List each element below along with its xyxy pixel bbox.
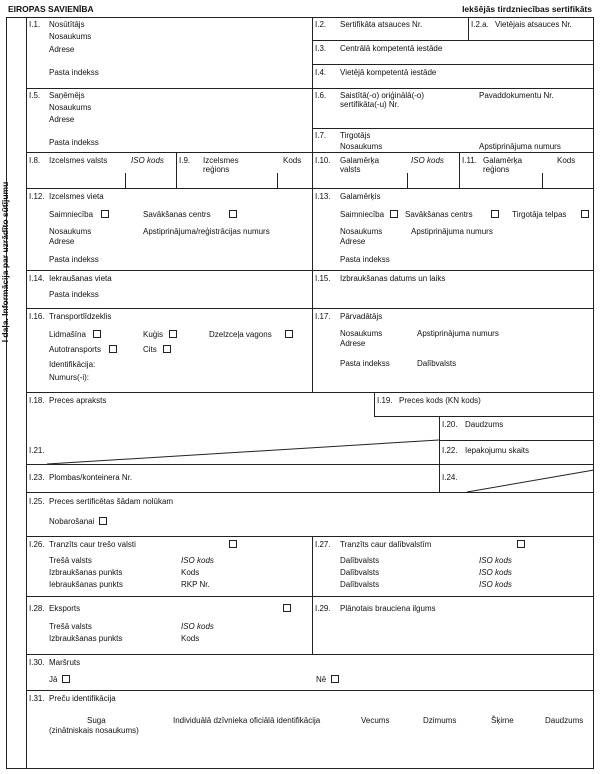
f27-title: Tranzīts caur dalībvalstīm: [340, 540, 432, 549]
certificate-form: I daļa. Informācija par uzrādīto sūtījumu I.1. Nosūtītājs Nosaukums Adrese Pasta indekss I.2. Sertifikāta atsauces Nr. I.2.a. Vietējais atsauces Nr. I.3. Centrālā kompetentā iestāde I.4. Vietējā kompetentā iestāde I.5. Saņēmējs Nosaukums Adrese Pasta indekss I.6. Saistītā(-o) oriģinālā(-o) sertifikāta(-u) Nr. Pavaddokumentu Nr. I.7. Tirgotājs Nosaukums Apstiprinājuma numurs I.8. Izcelsmes valsts ISO kods I.9. Izcelsmes reģions Kods I.10. Galamērķa valsts ISO kods I.11. Galamērķa reģions Kods I.12. Izcelsmes vieta Saimniecība Savākšanas centrs Nosaukums Apstiprinājuma/reģistrācijas numurs Adrese Pasta indekss I.13. Galamērķis Saimniecība Savākšanas centrs Tirgotāja telpas Nosaukums Apstiprinājuma numurs Adrese Pasta indekss I.14. Iekraušanas vieta Pasta indekss I.15. Izbraukšanas datums un laiks I.16. Transportlīdzeklis Lidmašīna Kuģis Dzelzceļa vagons Autotransports Cits Identifikācija: Numurs(-i): I.17. Pārvadātājs Nosaukums Apstiprinājuma numurs Adrese Pasta indekss Dalībvalsts I.18. Preces apraksts I.19. Preces kods (KN kods) I.20. Daudzums I.21. I.22. Iepakojumu skaits I.23. Plombas/konteinera Nr. I.24. I.25. Preces sertificētas šādam nolūkam Nobarošanai I.26. Tranzīts caur trešo valsti Trešā valsts ISO kods Izbraukšanas punkts Kods Iebraukšanas punkts RKP Nr. I.27. Tranzīts caur dalībvalstīm Dalībvalsts ISO kods Dalībvalsts ISO kods Dalībvalsts ISO kods I.28. Eksports Trešā valsts ISO kods Izbraukšanas punkts Kods I.29. Plānotais brauciena ilgums I.30. Maršruts Jā Nē I.31. Preču identifikācija Suga (zinātniskais nosaukums) Individuālā dzīvnieka oficiālā identifikācija Vecums Dzimums Šķirne Daudzums: [6, 17, 594, 769]
f12-reg: Apstiprinājuma/reģistrācijas numurs: [143, 227, 270, 236]
f14-title: Iekraušanas vieta: [49, 274, 112, 283]
f1-num: I.1.: [29, 20, 41, 29]
f25-fattening-checkbox[interactable]: [99, 517, 107, 525]
f13-holding-checkbox[interactable]: [390, 210, 398, 218]
header-left: EIROPAS SAVIENĪBA: [8, 4, 94, 14]
f27-num: I.27.: [315, 540, 331, 549]
f31-species: Suga: [87, 716, 106, 725]
f25-num: I.25.: [29, 497, 45, 506]
f8-num: I.8.: [29, 156, 41, 165]
f4-title: Vietējā kompetentā iestāde: [340, 68, 437, 77]
f18-num: I.18.: [29, 396, 45, 405]
f20-title: Daudzums: [465, 420, 504, 429]
f16-plane: Lidmašīna: [49, 330, 86, 339]
f11-num: I.11.: [462, 156, 477, 165]
f2a-title: Vietējais atsauces Nr.: [495, 20, 572, 29]
f12-holding: Saimniecība: [49, 210, 94, 219]
f1-title: Nosūtītājs: [49, 20, 85, 29]
f7-name: Nosaukums: [340, 142, 383, 151]
f26-num: I.26.: [29, 540, 45, 549]
f31-age: Vecums: [361, 716, 390, 725]
f13-postal: Pasta indekss: [340, 255, 390, 264]
f26-iso: ISO kods: [181, 556, 214, 565]
f26-checkbox[interactable]: [229, 540, 237, 548]
f5-address: Adrese: [49, 115, 75, 124]
f27-state-1: Dalībvalsts: [340, 556, 380, 565]
f7-approval: Apstiprinājuma numurs: [479, 142, 561, 151]
f11-title2: reģions: [483, 165, 510, 174]
f28-iso: ISO kods: [181, 622, 214, 631]
f6-extra: Pavaddokumentu Nr.: [479, 91, 554, 100]
f27-iso-2: ISO kods: [479, 568, 512, 577]
f9-title2: reģions: [203, 165, 230, 174]
f30-yes-checkbox[interactable]: [62, 675, 70, 683]
f28-checkbox[interactable]: [283, 604, 291, 612]
f10-title1: Galamērķa: [340, 156, 380, 165]
f26-exit: Izbraukšanas punkts: [49, 568, 123, 577]
f27-iso-3: ISO kods: [479, 580, 512, 589]
f16-other-checkbox[interactable]: [163, 345, 171, 353]
f13-title: Galamērķis: [340, 192, 381, 201]
f16-ident2: Numurs(-i):: [49, 373, 89, 382]
f2-num: I.2.: [315, 20, 327, 29]
f22-title: Iepakojumu skaits: [465, 446, 530, 455]
diagonal-lines: [7, 18, 595, 770]
f16-ident1: Identifikācija:: [49, 360, 96, 369]
f31-sex: Dzimums: [423, 716, 457, 725]
f6-num: I.6.: [315, 91, 327, 100]
f6-title1: Saistītā(-o) oriģinālā(-o): [340, 91, 425, 100]
f16-num: I.16.: [29, 312, 45, 321]
f10-title2: valsts: [340, 165, 361, 174]
f25-title: Preces sertificētas šādam nolūkam: [49, 497, 174, 506]
f18-title: Preces apraksts: [49, 396, 107, 405]
f11-code: Kods: [557, 156, 576, 165]
f8-title: Izcelsmes valsts: [49, 156, 108, 165]
f16-title: Transportlīdzeklis: [49, 312, 112, 321]
f31-ident: Individuālā dzīvnieka oficiālā identifikācija: [173, 716, 321, 725]
f28-num: I.28.: [29, 604, 45, 613]
f30-no: Nē: [316, 675, 327, 684]
f27-checkbox[interactable]: [517, 540, 525, 548]
f27-iso-1: ISO kods: [479, 556, 512, 565]
f20-num: I.20.: [442, 420, 458, 429]
f14-postal: Pasta indekss: [49, 290, 99, 299]
f9-num: I.9.: [179, 156, 191, 165]
f16-other: Cits: [143, 345, 157, 354]
f17-state: Dalībvalsts: [417, 359, 457, 368]
f17-num: I.17.: [315, 312, 331, 321]
f13-centre: Savākšanas centrs: [405, 210, 473, 219]
f13-address: Adrese: [340, 237, 366, 246]
f26-third: Trešā valsts: [49, 556, 92, 565]
f17-title: Pārvadātājs: [340, 312, 383, 321]
f29-title: Plānotais brauciena ilgums: [340, 604, 436, 613]
f12-holding-checkbox[interactable]: [101, 210, 109, 218]
f1-postal: Pasta indekss: [49, 68, 99, 77]
f17-postal: Pasta indekss: [340, 359, 390, 368]
f12-centre: Savākšanas centrs: [143, 210, 211, 219]
f23-title: Plombas/konteinera Nr.: [49, 473, 133, 482]
f16-rail-checkbox[interactable]: [285, 330, 293, 338]
f17-approval: Apstiprinājuma numurs: [417, 329, 499, 338]
f30-num: I.30.: [29, 658, 45, 667]
f2-title: Sertifikāta atsauces Nr.: [340, 20, 423, 29]
f13-centre-checkbox[interactable]: [491, 210, 499, 218]
f26-entry: Iebraukšanas punkts: [49, 580, 123, 589]
f11-title1: Galamērķa: [483, 156, 523, 165]
f4-num: I.4.: [315, 68, 327, 77]
f12-num: I.12.: [29, 192, 45, 201]
f3-num: I.3.: [315, 44, 327, 53]
f31-num: I.31.: [29, 694, 45, 703]
f7-title: Tirgotājs: [340, 131, 371, 140]
f26-title: Tranzīts caur trešo valsti: [49, 540, 136, 549]
f30-no-checkbox[interactable]: [331, 675, 339, 683]
f15-title: Izbraukšanas datums un laiks: [340, 274, 446, 283]
header-right: Iekšējās tirdzniecības sertifikāts: [462, 4, 592, 14]
f23-num: I.23.: [29, 473, 45, 482]
f22-num: I.22.: [442, 446, 458, 455]
f10-num: I.10.: [315, 156, 331, 165]
f16-rail: Dzelzceļa vagons: [209, 330, 272, 339]
f1-address: Adrese: [49, 45, 75, 54]
f31-title: Preču identifikācija: [49, 694, 116, 703]
f12-postal: Pasta indekss: [49, 255, 99, 264]
f16-plane-checkbox[interactable]: [93, 330, 101, 338]
f24-num: I.24.: [442, 473, 458, 482]
f19-title: Preces kods (KN kods): [399, 396, 481, 405]
f26-bip: RKP Nr.: [181, 580, 210, 589]
f28-code: Kods: [181, 634, 200, 643]
f15-num: I.15.: [315, 274, 331, 283]
f30-title: Maršruts: [49, 658, 81, 667]
f5-num: I.5.: [29, 91, 41, 100]
f13-trader: Tirgotāja telpas: [512, 210, 567, 219]
f5-postal: Pasta indekss: [49, 138, 99, 147]
f13-holding: Saimniecība: [340, 210, 385, 219]
f9-title1: Izcelsmes: [203, 156, 239, 165]
f17-address: Adrese: [340, 339, 366, 348]
f16-ship-checkbox[interactable]: [169, 330, 177, 338]
f9-code: Kods: [283, 156, 302, 165]
f1-name: Nosaukums: [49, 32, 92, 41]
f16-road: Autotransports: [49, 345, 102, 354]
f27-state-3: Dalībvalsts: [340, 580, 380, 589]
f10-iso: ISO kods: [411, 156, 444, 165]
f28-title: Eksports: [49, 604, 81, 613]
f26-code: Kods: [181, 568, 200, 577]
f13-approval: Apstiprinājuma numurs: [411, 227, 493, 236]
f29-num: I.29.: [315, 604, 331, 613]
f17-name: Nosaukums: [340, 329, 383, 338]
f12-centre-checkbox[interactable]: [229, 210, 237, 218]
f16-ship: Kuģis: [143, 330, 164, 339]
f31-breed: Šķirne: [491, 716, 514, 725]
f6-title2: sertifikāta(-u) Nr.: [340, 100, 400, 109]
f5-title: Saņēmējs: [49, 91, 85, 100]
f13-name: Nosaukums: [340, 227, 383, 236]
f27-state-2: Dalībvalsts: [340, 568, 380, 577]
f13-trader-checkbox[interactable]: [581, 210, 589, 218]
f12-address: Adrese: [49, 237, 75, 246]
f8-iso: ISO kods: [131, 156, 164, 165]
f12-name: Nosaukums: [49, 227, 92, 236]
f28-exit: Izbraukšanas punkts: [49, 634, 123, 643]
f31-species-note: (zinātniskais nosaukums): [49, 726, 139, 735]
f5-name: Nosaukums: [49, 103, 92, 112]
f25-fattening: Nobarošanai: [49, 517, 95, 526]
f14-num: I.14.: [29, 274, 45, 283]
f2a-num: I.2.a.: [471, 20, 489, 29]
f3-title: Centrālā kompetentā iestāde: [340, 44, 443, 53]
f31-qty: Daudzums: [545, 716, 584, 725]
f16-road-checkbox[interactable]: [109, 345, 117, 353]
f13-num: I.13.: [315, 192, 331, 201]
f12-title: Izcelsmes vieta: [49, 192, 104, 201]
f7-num: I.7.: [315, 131, 327, 140]
f21-num: I.21.: [29, 446, 45, 455]
f19-num: I.19.: [377, 396, 393, 405]
f30-yes: Jā: [49, 675, 58, 684]
f28-third: Trešā valsts: [49, 622, 92, 631]
